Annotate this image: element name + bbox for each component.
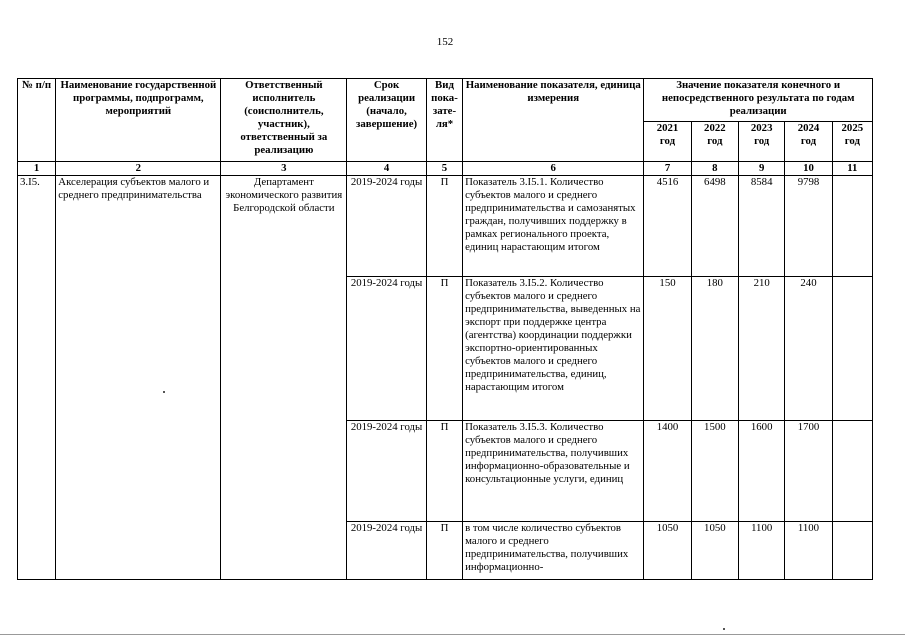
header-executor: Ответственный исполнитель (соисполнитель, участник), ответственный за реализацию xyxy=(221,79,347,162)
header-year-2024 xyxy=(785,122,832,162)
value-cell: 1400 xyxy=(644,420,691,521)
type-cell: П xyxy=(426,276,462,420)
header-term: Срок реализации (начало, завершение) xyxy=(347,79,427,162)
column-number: 11 xyxy=(832,162,872,176)
value-cell: 1050 xyxy=(644,521,691,579)
term-cell: 2019-2024 годы xyxy=(347,276,427,420)
header-indicator: Наименование показателя, единица измерения xyxy=(463,79,644,162)
value-cell: 150 xyxy=(644,276,691,420)
year-label: 2024 xyxy=(797,122,820,134)
column-number: 4 xyxy=(347,162,427,176)
scan-speck xyxy=(723,628,725,630)
value-cell xyxy=(832,521,872,579)
indicator-cell: Показатель 3.I5.1. Количество субъектов малого и среднего предпринимательства и самозанятых граждан, получивших поддержку в рамках регионального проекта, единиц нарастающим итогом xyxy=(463,175,644,276)
header-type: Вид пока-зате-ля* xyxy=(426,79,462,162)
indicator-cell: Показатель 3.I5.3. Количество субъектов малого и среднего предпринимательства, получивших информационно-образовательные и консультационные услуги, единиц xyxy=(463,420,644,521)
value-cell: 180 xyxy=(691,276,738,420)
indicator-cell: Показатель 3.I5.2. Количество субъектов малого и среднего предпринимательства, выведенных на экспорт при поддержке центра (агентства) координации поддержки экспортно-ориентированных субъектов малого и среднего предпринимательства, единиц, нарастающим итогом xyxy=(463,276,644,420)
year-unit: год xyxy=(844,134,860,147)
column-number: 3 xyxy=(221,162,347,176)
scan-speck xyxy=(163,391,165,393)
type-cell: П xyxy=(426,175,462,276)
value-cell: 1700 xyxy=(785,420,832,521)
measure-name: Акселерация субъектов малого и среднего предпринимательства xyxy=(56,175,221,579)
year-unit: год xyxy=(659,134,676,147)
measure-code: 3.I5. xyxy=(18,175,56,579)
header-year-2022 xyxy=(691,122,738,162)
column-number: 7 xyxy=(644,162,691,176)
year-unit: год xyxy=(707,134,723,147)
value-cell: 9798 xyxy=(785,175,832,276)
column-number: 9 xyxy=(739,162,785,176)
column-number: 8 xyxy=(691,162,738,176)
value-cell: 8584 xyxy=(739,175,785,276)
column-number: 10 xyxy=(785,162,832,176)
value-cell xyxy=(832,276,872,420)
year-unit: год xyxy=(754,134,770,147)
value-cell xyxy=(832,175,872,276)
page-edge-line xyxy=(0,634,905,635)
value-cell: 1100 xyxy=(785,521,832,579)
column-number: 5 xyxy=(426,162,462,176)
column-number: 1 xyxy=(18,162,56,176)
type-cell: П xyxy=(426,521,462,579)
year-label: 2021 xyxy=(656,122,679,134)
year-label: 2022 xyxy=(704,122,726,134)
value-cell xyxy=(832,420,872,521)
header-year-2025 xyxy=(832,122,872,162)
value-cell: 1500 xyxy=(691,420,738,521)
page-number: 152 xyxy=(436,36,454,48)
header-year-2021 xyxy=(644,122,691,162)
term-cell: 2019-2024 годы xyxy=(347,420,427,521)
value-cell: 1050 xyxy=(691,521,738,579)
year-label: 2023 xyxy=(750,122,773,134)
value-cell: 1600 xyxy=(739,420,785,521)
header-year-2023 xyxy=(739,122,785,162)
table-row xyxy=(18,175,873,276)
indicator-cell: в том числе количество субъектов малого и среднего предпринимательства, получивших информационно- xyxy=(463,521,644,579)
value-cell: 210 xyxy=(739,276,785,420)
term-cell: 2019-2024 годы xyxy=(347,521,427,579)
column-number: 6 xyxy=(463,162,644,176)
header-name: Наименование государственной программы, подпрограмм, мероприятий xyxy=(56,79,221,162)
value-cell: 1100 xyxy=(739,521,785,579)
value-cell: 6498 xyxy=(691,175,738,276)
column-number: 2 xyxy=(56,162,221,176)
term-cell: 2019-2024 годы xyxy=(347,175,427,276)
header-values-group: Значение показателя конечного и непосредственного результата по годам реализации xyxy=(644,79,873,122)
year-label: 2025 xyxy=(841,122,864,134)
year-unit: год xyxy=(800,134,817,147)
type-cell: П xyxy=(426,420,462,521)
value-cell: 4516 xyxy=(644,175,691,276)
measure-executor: Департамент экономического развития Белгородской области xyxy=(221,175,347,579)
indicators-table xyxy=(17,78,873,580)
value-cell: 240 xyxy=(785,276,832,420)
header-n: № п/п xyxy=(18,79,56,162)
